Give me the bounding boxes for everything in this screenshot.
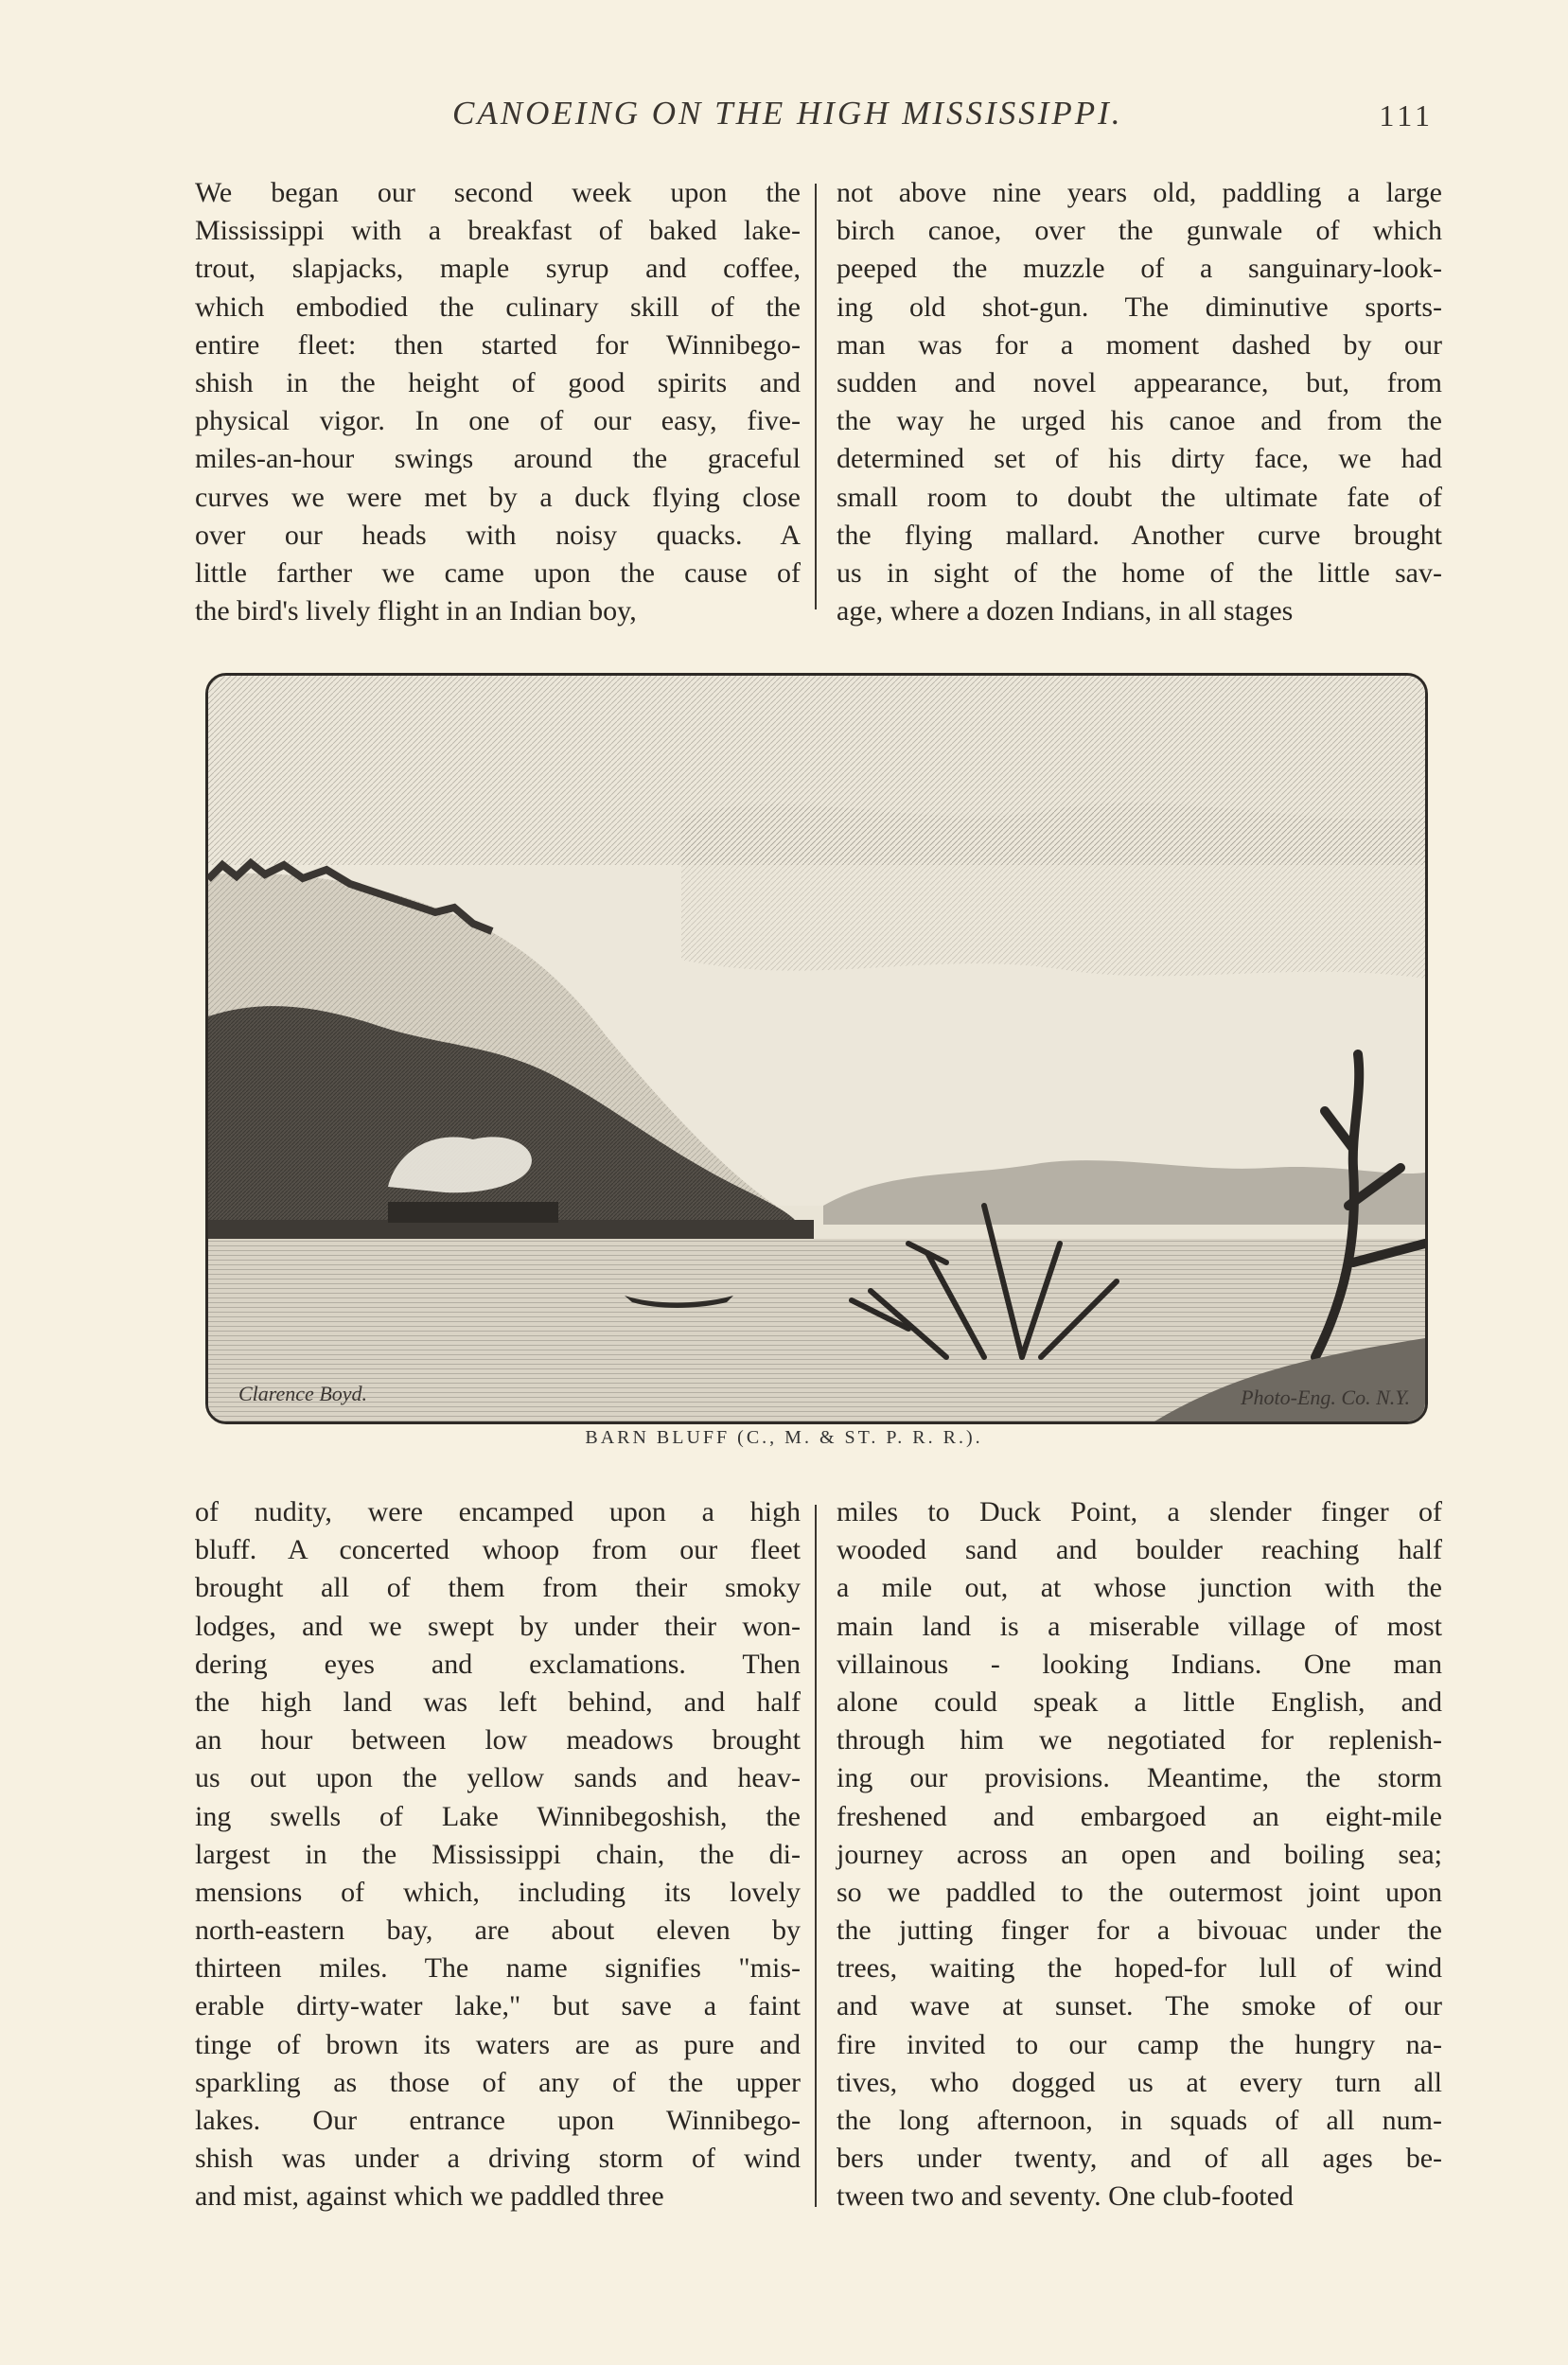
railroad-embankment bbox=[208, 1220, 814, 1241]
artist-signature: Clarence Boyd. bbox=[238, 1382, 368, 1405]
text-line: tives, who dogged us at every turn all bbox=[837, 2066, 1442, 2098]
text-line: erable dirty-water lake," but save a faint bbox=[195, 1990, 801, 2022]
text-line: lodges, and we swept by under their won- bbox=[195, 1610, 801, 1642]
text-line: main land is a miserable village of most bbox=[837, 1610, 1442, 1642]
text-line: tinge of brown its waters are as pure and bbox=[195, 2028, 801, 2060]
text-line: shish in the height of good spirits and bbox=[195, 366, 801, 398]
text-line: miles-an-hour swings around the graceful bbox=[195, 443, 801, 475]
engraving-scene bbox=[208, 676, 1425, 1421]
text-line: so we paddled to the outermost joint upon bbox=[837, 1876, 1442, 1908]
text-line: age, where a dozen Indians, in all stages bbox=[837, 595, 1294, 627]
text-line: the bird's lively flight in an Indian boy, bbox=[195, 595, 637, 627]
barn-bluff-illustration bbox=[205, 673, 1428, 1424]
text-line: trees, waiting the hoped-for lull of wind bbox=[837, 1952, 1442, 1985]
top-left-column bbox=[195, 174, 801, 630]
text-line: birch canoe, over the gunwale of which bbox=[837, 215, 1442, 247]
text-line: over our heads with noisy quacks. A bbox=[195, 519, 801, 551]
text-line: man was for a moment dashed by our bbox=[837, 328, 1442, 361]
text-line: and mist, against which we paddled three bbox=[195, 2180, 664, 2213]
text-line: curves we were met by a duck flying close bbox=[195, 481, 801, 513]
text-line: largest in the Mississippi chain, the di- bbox=[195, 1838, 801, 1870]
text-line: mensions of which, including its lovely bbox=[195, 1876, 801, 1908]
text-line: villainous - looking Indians. One man bbox=[837, 1648, 1442, 1680]
text-line: the high land was left behind, and half bbox=[195, 1686, 801, 1718]
text-line: Mississippi with a breakfast of baked lake- bbox=[195, 215, 801, 247]
text-line: tween two and seventy. One club-footed bbox=[837, 2180, 1294, 2213]
text-line: an hour between low meadows brought bbox=[195, 1724, 801, 1756]
text-line: ing our provisions. Meantime, the storm bbox=[837, 1762, 1442, 1794]
text-line: ing old shot-gun. The diminutive sports- bbox=[837, 291, 1442, 323]
text-line: brought all of them from their smoky bbox=[195, 1572, 801, 1604]
text-line: a mile out, at whose junction with the bbox=[837, 1572, 1442, 1604]
text-line: fire invited to our camp the hungry na- bbox=[837, 2028, 1442, 2060]
bottom-right-column bbox=[837, 1493, 1442, 2216]
text-line: of nudity, were encamped upon a high bbox=[195, 1496, 801, 1527]
column-rule-top bbox=[815, 184, 817, 609]
text-line: sparkling as those of any of the upper bbox=[195, 2066, 801, 2098]
text-line: wooded sand and boulder reaching half bbox=[837, 1534, 1442, 1566]
text-line: entire fleet: then started for Winnibego- bbox=[195, 328, 801, 361]
text-line: alone could speak a little English, and bbox=[837, 1686, 1442, 1718]
text-line: and wave at sunset. The smoke of our bbox=[837, 1990, 1442, 2022]
text-line: trout, slapjacks, maple syrup and coffee, bbox=[195, 253, 801, 285]
column-rule-bottom bbox=[815, 1505, 817, 2207]
text-line: lakes. Our entrance upon Winnibego- bbox=[195, 2105, 801, 2136]
text-line: journey across an open and boiling sea; bbox=[837, 1838, 1442, 1870]
text-line: small room to doubt the ultimate fate of bbox=[837, 481, 1442, 513]
text-line: physical vigor. In one of our easy, five- bbox=[195, 405, 801, 437]
text-line: peeped the muzzle of a sanguinary-look- bbox=[837, 253, 1442, 285]
text-line: determined set of his dirty face, we had bbox=[837, 443, 1442, 475]
text-line: We began our second week upon the bbox=[195, 177, 801, 208]
top-text-block bbox=[185, 174, 1442, 628]
text-line: miles to Duck Point, a slender finger of bbox=[837, 1496, 1442, 1527]
page-header bbox=[189, 95, 1434, 142]
text-line: ing swells of Lake Winnibegoshish, the bbox=[195, 1800, 801, 1832]
top-right-column bbox=[837, 174, 1442, 630]
running-title: CANOEING ON THE HIGH MISSISSIPPI. bbox=[452, 95, 1123, 132]
text-line: us in sight of the home of the little sav- bbox=[837, 556, 1442, 589]
bottom-text-block bbox=[185, 1493, 1442, 2222]
text-line: freshened and embargoed an eight-mile bbox=[837, 1800, 1442, 1832]
text-line: which embodied the culinary skill of the bbox=[195, 291, 801, 323]
text-line: not above nine years old, paddling a large bbox=[837, 177, 1442, 208]
bottom-left-column bbox=[195, 1493, 801, 2216]
text-line: sudden and novel appearance, but, from bbox=[837, 366, 1442, 398]
text-line: thirteen miles. The name signifies "mis- bbox=[195, 1952, 801, 1985]
text-line: little farther we came upon the cause of bbox=[195, 556, 801, 589]
page-number: 111 bbox=[1379, 98, 1434, 132]
text-line: bluff. A concerted whoop from our fleet bbox=[195, 1534, 801, 1566]
figure-caption: BARN BLUFF (C., M. & ST. P. R. R.). bbox=[585, 1427, 983, 1448]
text-line: dering eyes and exclamations. Then bbox=[195, 1648, 801, 1680]
clouds bbox=[681, 803, 1425, 979]
text-line: through him we negotiated for replenish- bbox=[837, 1724, 1442, 1756]
text-line: north-eastern bay, are about eleven by bbox=[195, 1915, 801, 1947]
train bbox=[388, 1202, 558, 1223]
text-line: us out upon the yellow sands and heav- bbox=[195, 1762, 801, 1794]
text-line: the jutting finger for a bivouac under the bbox=[837, 1915, 1442, 1947]
text-line: the flying mallard. Another curve brought bbox=[837, 519, 1442, 551]
text-line: the long afternoon, in squads of all num- bbox=[837, 2105, 1442, 2136]
text-line: bers under twenty, and of all ages be- bbox=[837, 2143, 1442, 2175]
engraver-signature: Photo-Eng. Co. N.Y. bbox=[1241, 1385, 1410, 1409]
text-line: the way he urged his canoe and from the bbox=[837, 405, 1442, 437]
text-line: shish was under a driving storm of wind bbox=[195, 2143, 801, 2175]
